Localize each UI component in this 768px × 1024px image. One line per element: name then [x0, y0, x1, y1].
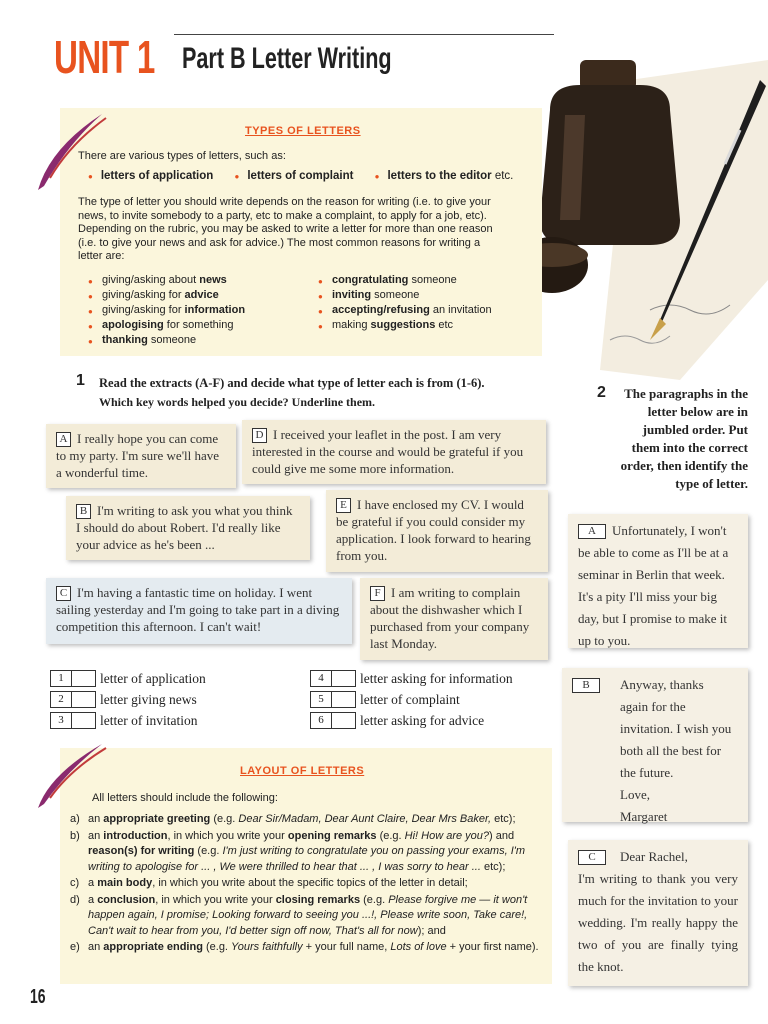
layout-title: LAYOUT OF LETTERS	[240, 765, 365, 777]
item-letter: e)	[70, 941, 80, 953]
item-text: an appropriate greeting (e.g. Dear Sir/Madam, Dear Aunt Claire, Dear Mrs Baker, etc);	[88, 813, 516, 825]
extract-d	[242, 420, 546, 484]
types-paragraph: The type of letter you should write depends on the reason for writing (i.e. to give your news, to invite somebody to a party, etc to make a complaint, to apply for a job, etc). Depending on the rubric, you may be asked to write a letter for more than one reason (i.e. to give your news and ask for advice.) The most common reasons for writing a letter are:	[78, 196, 493, 262]
paragraph-label: A	[578, 524, 606, 539]
exercise-1-number: 1	[76, 372, 85, 389]
paragraph-closing: Love,	[620, 787, 650, 802]
extract-text: I'm writing to ask you what you think I should do about Robert. I'd really like your advice as he's been ...	[76, 503, 293, 552]
item-text: a conclusion, in which you write your closing remarks (e.g. Please forgive me — it won't happen again, I promise; Looking forward to seeing you ...!, Please write soon, Take care!, Can't wait to hear from you, I'd better sign off now, That's all for now); and	[88, 893, 528, 937]
layout-item	[70, 940, 548, 956]
reason-item	[318, 303, 492, 318]
extract-label: A	[56, 432, 71, 447]
unit-label: UNIT 1	[54, 31, 155, 83]
item-letter: c)	[70, 877, 80, 889]
reasons-right-list	[318, 273, 492, 333]
reason-pre: making	[332, 319, 371, 331]
extract-label: B	[76, 504, 91, 519]
extract-text: I am writing to complain about the dishwasher which I purchased from your company last Monday.	[370, 585, 530, 651]
type-number: 6	[310, 712, 332, 729]
reason-keyword: inviting	[332, 289, 372, 301]
answer-box[interactable]	[72, 670, 96, 687]
reason-item	[88, 318, 245, 333]
reason-keyword: advice	[184, 289, 219, 301]
page-header	[54, 30, 554, 86]
extract-e	[326, 490, 548, 572]
layout-item	[70, 812, 548, 828]
paragraph-signature: Margaret	[620, 809, 668, 824]
paragraph-greeting: Dear Rachel,	[620, 849, 688, 864]
letter-kinds	[88, 170, 513, 182]
types-intro: There are various types of letters, such as:	[78, 150, 286, 162]
layout-item	[70, 829, 548, 876]
type-label: letter asking for information	[360, 671, 513, 686]
answer-box[interactable]	[332, 670, 356, 687]
paragraph-text: Anyway, thanks again for the invitation. I wish you both all the best for the future.	[620, 677, 732, 780]
layout-intro: All letters should include the following:	[92, 792, 278, 804]
reasons-left-list	[88, 273, 245, 348]
type-number: 4	[310, 670, 332, 687]
kinds-suffix: etc.	[494, 170, 514, 182]
bullet: ●	[234, 172, 240, 181]
type-number: 2	[50, 691, 72, 708]
extract-a	[46, 424, 236, 488]
reason-keyword: suggestions	[370, 319, 436, 331]
extract-label: C	[56, 586, 71, 601]
reason-keyword: accepting/refusing	[332, 304, 430, 316]
paragraph-text: Unfortunately, I won't be able to come as I'll be at a seminar in Berlin that week. It's a pity I'll miss your big day, but I promise to make it up to you.	[578, 523, 729, 648]
page-title: Part B Letter Writing	[182, 42, 392, 75]
reason-item	[88, 303, 245, 318]
header-rule	[174, 34, 554, 35]
reason-post: for something	[163, 319, 234, 331]
type-label: letter of invitation	[100, 713, 198, 728]
exercise-1-instruction-line2: Which key words helped you decide? Underline them.	[99, 395, 376, 409]
item-letter: a)	[70, 813, 80, 825]
reason-keyword: congratulating	[332, 274, 409, 286]
paragraph-a	[568, 514, 748, 648]
types-title: TYPES OF LETTERS	[245, 125, 361, 137]
reason-item	[318, 318, 492, 333]
letter-type-row	[310, 710, 513, 731]
paragraph-label: B	[572, 678, 600, 693]
extract-text: I received your leaflet in the post. I am very interested in the course and would be grateful if you could give me some more information.	[252, 427, 524, 476]
reason-post: an invitation	[429, 304, 492, 316]
item-letter: b)	[70, 829, 80, 842]
reason-keyword: news	[199, 274, 227, 286]
answer-box[interactable]	[72, 712, 96, 729]
reason-item	[88, 333, 245, 348]
letter-type-row	[50, 668, 206, 689]
letter-type-row	[310, 689, 513, 710]
type-number: 3	[50, 712, 72, 729]
extract-b	[66, 496, 310, 560]
reason-item	[88, 288, 245, 303]
reason-post: someone	[147, 334, 197, 346]
reason-pre: giving/asking for	[102, 304, 185, 316]
type-label: letter of complaint	[360, 692, 460, 707]
kind-application: letters of application	[100, 170, 214, 182]
answer-box[interactable]	[332, 712, 356, 729]
page-number: 16	[30, 986, 46, 1008]
reason-post: someone	[408, 274, 457, 286]
type-label: letter giving news	[100, 692, 197, 707]
layout-list	[70, 812, 548, 957]
letter-types-right	[310, 668, 513, 731]
extract-label: E	[336, 498, 351, 513]
letter-type-row	[50, 710, 206, 731]
answer-box[interactable]	[72, 691, 96, 708]
extract-text: I have enclosed my CV. I would be grateful if you could consider my application. I look forward to hearing from you.	[336, 497, 531, 563]
extract-f	[360, 578, 548, 660]
bullet: ●	[374, 172, 380, 181]
exercise-2-instruction: The paragraphs in the letter below are in jumbled order. Put them into the correct order, then identify the type of letter.	[620, 386, 748, 491]
letter-type-row	[310, 668, 513, 689]
item-letter: d)	[70, 893, 80, 906]
answer-box[interactable]	[332, 691, 356, 708]
reason-item	[318, 288, 492, 303]
extract-c	[46, 578, 352, 644]
reason-post: etc	[435, 319, 454, 331]
reason-pre: giving/asking about	[102, 274, 200, 286]
reason-keyword: apologising	[102, 319, 164, 331]
extract-label: F	[370, 586, 385, 601]
reason-keyword: thanking	[102, 334, 148, 346]
reason-keyword: information	[184, 304, 246, 316]
letter-type-row	[50, 689, 206, 710]
paragraph-label: C	[578, 850, 606, 865]
reason-item	[318, 273, 492, 288]
layout-item	[70, 876, 548, 892]
kind-editor: letters to the editor	[387, 170, 492, 182]
layout-item	[70, 893, 548, 940]
extract-text: I'm having a fantastic time on holiday. I went sailing yesterday and I'm going to take part in a diving competition this afternoon. I can't wait!	[56, 585, 340, 634]
item-text: an introduction, in which you write your opening remarks (e.g. Hi! How are you?) and reason(s) for writing (e.g. I'm just writing to congratulate you on passing your exams, I'm writing to apologise for ... , We were thrilled to hear that ... , I was sorry to hear ... etc);	[88, 829, 526, 873]
paragraph-b	[562, 668, 748, 822]
ink-pen-illustration	[510, 40, 768, 390]
exercise-2-number: 2	[597, 384, 606, 401]
kind-complaint: letters of complaint	[247, 170, 354, 182]
type-label: letter of application	[100, 671, 206, 686]
type-number: 1	[50, 670, 72, 687]
item-text: an appropriate ending (e.g. Yours faithfully + your full name, Lots of love + your first name).	[88, 941, 539, 953]
extract-label: D	[252, 428, 267, 443]
extract-text: I really hope you can come to my party. I'm sure we'll have a wonderful time.	[56, 431, 220, 480]
letter-types-left	[50, 668, 206, 731]
type-number: 5	[310, 691, 332, 708]
bullet: ●	[88, 172, 93, 181]
exercise-1-instruction-line1: Read the extracts (A-F) and decide what type of letter each is from (1-6).	[99, 376, 485, 390]
paragraph-c	[568, 840, 748, 986]
item-text: a main body, in which you write about the specific topics of the letter in detail;	[88, 877, 468, 889]
reason-item	[88, 273, 245, 288]
type-label: letter asking for advice	[360, 713, 485, 728]
paragraph-text: I'm writing to thank you very much for the invitation to your wedding. I'm really happy the two of you are finally tying the knot.	[578, 871, 738, 974]
reason-pre: giving/asking for	[102, 289, 185, 301]
reason-post: someone	[371, 289, 420, 301]
